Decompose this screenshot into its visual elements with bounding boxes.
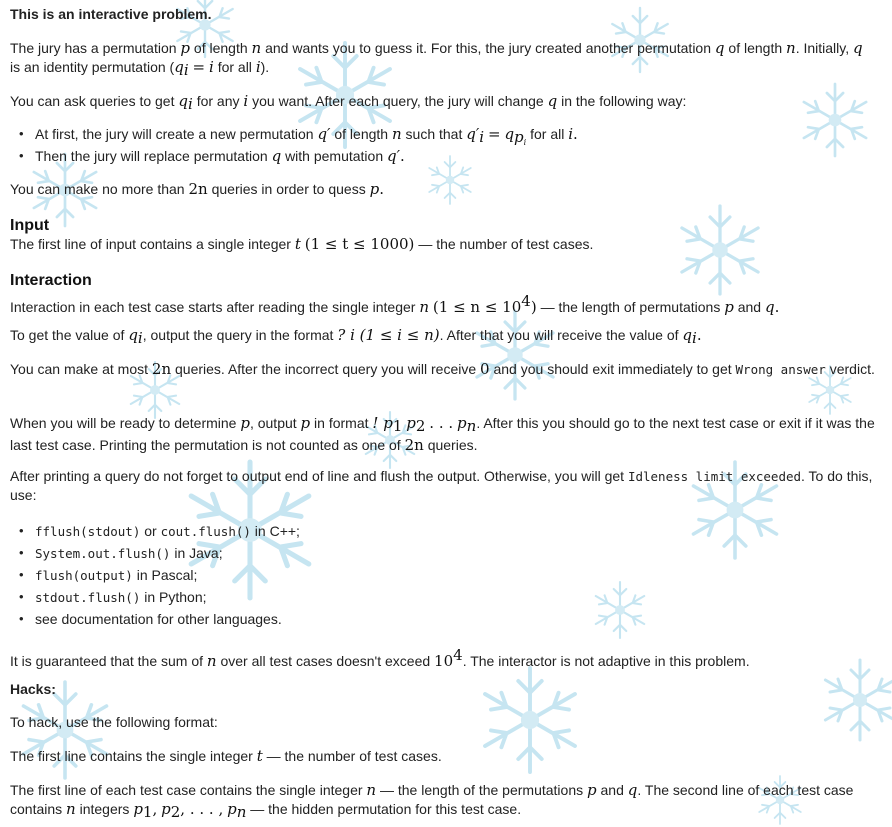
math-op: .: [774, 298, 780, 316]
verdict-code: Idleness limit exceeded: [627, 469, 802, 484]
paragraph-hacks-first-line: [10, 747, 876, 766]
math-op: ,: [152, 800, 158, 818]
rule-list: [10, 123, 870, 167]
text: and you should exit immediately to get: [493, 361, 732, 377]
math-var: q′: [317, 125, 331, 143]
math-var: n: [206, 652, 217, 670]
math-sup: 4: [521, 292, 531, 310]
math-sub: i: [188, 95, 193, 113]
text: The jury has a permutation: [10, 40, 177, 56]
math-sub: 2: [415, 417, 426, 435]
text: . The second line of each test case contains: [10, 782, 854, 817]
math-sub: i: [479, 128, 485, 146]
list-item: [10, 123, 870, 145]
text: At first, the jury will create a new permutation: [35, 126, 314, 142]
math-var: n: [66, 800, 76, 818]
text: in Python;: [144, 589, 207, 605]
math-sub: p: [514, 128, 524, 146]
text: over all test cases doesn't exceed: [220, 653, 431, 669]
math-var: n: [786, 39, 796, 57]
text: in the following way:: [561, 93, 687, 109]
math-expr: (1 ≤ n ≤ 10: [432, 298, 522, 316]
math-expr: 0: [480, 360, 490, 378]
text: — the number of test cases.: [418, 236, 594, 252]
math-var: q: [682, 326, 692, 344]
math-var: n: [419, 298, 430, 316]
code: cout.flush(): [160, 524, 251, 539]
math-sub: 2: [170, 803, 181, 821]
math-expr: (1 ≤ t ≤ 1000): [304, 235, 415, 253]
math-expr: 10: [434, 652, 454, 670]
code: stdout.flush(): [35, 590, 141, 605]
text: , output: [249, 415, 297, 431]
math-op: =: [192, 58, 206, 76]
text: After printing a query do not forget to output end of line and flush the output. Otherwise, you will get: [10, 468, 625, 484]
paragraph-guarantee: [10, 646, 876, 671]
math-sub: n: [466, 417, 477, 435]
math-var: i: [255, 58, 261, 76]
math-var: i: [208, 58, 214, 76]
section-title-input: Input: [10, 217, 50, 234]
math-sup: 4: [453, 646, 463, 664]
list-item: [10, 520, 870, 542]
text: The first line of each test case contains the single integer: [10, 782, 363, 798]
math-var: i: [243, 92, 249, 110]
text: in Pascal;: [136, 567, 198, 583]
math-var: q: [271, 147, 282, 165]
text: The first line of input contains a single integer: [10, 236, 291, 252]
text: in format: [314, 415, 369, 431]
text: The first line contains the single integer: [10, 748, 253, 764]
math-sub: 1: [142, 803, 153, 821]
text: You can make no more than: [10, 181, 185, 197]
math-sub: i: [137, 329, 143, 347]
math-var: p: [457, 414, 467, 432]
list-item: [10, 586, 870, 608]
math-var: p: [300, 414, 311, 432]
code: fflush(stdout): [35, 524, 141, 539]
text: . The interactor is not adaptive in this problem.: [462, 653, 750, 669]
text: in Java;: [174, 545, 223, 561]
paragraph-queries: [10, 92, 876, 114]
math-sub: [514, 128, 526, 146]
text: You can make at most: [10, 361, 149, 377]
text: or: [144, 523, 157, 539]
paragraph-max-queries: [10, 360, 876, 379]
math-expr: ): [530, 298, 537, 316]
math-var: i: [568, 125, 574, 143]
math-subsub: i: [523, 138, 527, 147]
text: ).: [260, 59, 270, 75]
text: integers: [79, 801, 130, 817]
math-var: q: [174, 58, 184, 76]
text: and wants you to guess it. For this, the jury created another permutation: [265, 40, 712, 56]
paragraph-hacks-intro: To hack, use the following format:: [10, 714, 218, 730]
math-var: p: [240, 414, 250, 432]
text: Interaction in each test case starts after reading the single integer: [10, 299, 416, 315]
math-var: q′: [387, 147, 401, 165]
math-var: n: [366, 781, 377, 799]
text: It is guaranteed that the sum of: [10, 653, 204, 669]
paragraph-hacks-test-case: [10, 781, 876, 822]
text: with pemutation: [285, 148, 384, 164]
paragraph-query-limit: [10, 180, 876, 199]
math-var: p: [587, 781, 597, 799]
paragraph-interaction-start: [10, 292, 876, 317]
math-op: =: [487, 125, 501, 143]
math-op: .: [696, 326, 702, 344]
text: of length: [728, 40, 783, 56]
math-var: p: [180, 39, 191, 57]
text: you want. After each query, the jury will change: [252, 93, 544, 109]
text: such that: [405, 126, 463, 142]
math-var: q: [764, 298, 775, 316]
math-var: p: [133, 800, 143, 818]
list-item: [10, 542, 870, 564]
text: and: [600, 782, 624, 798]
text: in C++;: [254, 523, 300, 539]
math-sub: i: [692, 329, 697, 347]
math-expr: ! p: [372, 414, 393, 432]
math-op: .: [379, 180, 384, 198]
math-var: p: [724, 298, 734, 316]
interactive-note: This is an interactive problem.: [10, 6, 212, 22]
text: . After this you should go to the next test case or exit if it was the last test case. Printing the permutation is not counted as one of: [10, 415, 875, 453]
text: see documentation for other languages.: [35, 611, 282, 627]
text: — the hidden permutation for this test case.: [250, 801, 522, 817]
math-op: , . . . ,: [180, 800, 224, 818]
math-sub: n: [236, 803, 247, 821]
math-var: n: [251, 39, 262, 57]
text: of length: [334, 126, 389, 142]
math-op: .: [573, 125, 578, 143]
math-var: t: [294, 235, 301, 253]
math-var: t: [256, 747, 263, 765]
text: . Initially,: [795, 40, 850, 56]
paragraph-query-format: [10, 326, 876, 348]
paragraph-answer-format: [10, 414, 876, 455]
math-var: p: [369, 180, 380, 198]
text: and: [737, 299, 762, 315]
math-expr: 2n: [404, 436, 424, 454]
text: , output the query in the format: [142, 327, 334, 343]
math-expr: 2n: [188, 180, 208, 198]
text: for all: [217, 59, 252, 75]
math-var: q: [128, 326, 138, 344]
text: . To do this, use:: [10, 468, 873, 503]
flush-methods-list: [10, 520, 870, 630]
math-var: n: [391, 125, 402, 143]
section-title-hacks: Hacks:: [10, 681, 56, 697]
math-var: p: [406, 414, 416, 432]
math-sub: 1: [392, 417, 403, 435]
list-item: [10, 145, 870, 167]
math-var: q: [627, 781, 638, 799]
text: You can ask queries to get: [10, 93, 175, 109]
code: flush(output): [35, 568, 133, 583]
text: is an identity permutation (: [10, 59, 175, 75]
text: Then the jury will replace permutation: [35, 148, 268, 164]
code: System.out.flush(): [35, 546, 171, 561]
math-expr: ? i (1 ≤ i ≤ n): [337, 326, 440, 344]
paragraph-input: [10, 235, 876, 254]
paragraph-flush-note: [10, 467, 876, 505]
text: — the length of permutations: [540, 299, 721, 315]
section-title-interaction: Interaction: [10, 272, 92, 289]
math-var: p: [227, 800, 237, 818]
text: queries.: [427, 437, 478, 453]
list-item: [10, 608, 870, 630]
math-sub: i: [183, 61, 189, 79]
math-var: q: [547, 92, 558, 110]
paragraph-permutation-intro: [10, 39, 876, 80]
math-var: q: [178, 92, 188, 110]
text: queries. After the incorrect query you will receive: [175, 361, 477, 377]
math-op: .: [400, 147, 405, 165]
text: To get the value of: [10, 327, 125, 343]
text: — the number of test cases.: [266, 748, 442, 764]
text: When you will be ready to determine: [10, 415, 237, 431]
math-op: . . .: [429, 414, 454, 432]
text: verdict.: [829, 361, 875, 377]
text: queries in order to quess: [211, 181, 366, 197]
text: for all: [530, 126, 565, 142]
text: . After that you will receive the value of: [439, 327, 679, 343]
list-item: [10, 564, 870, 586]
math-var: p: [161, 800, 171, 818]
math-expr: 2n: [151, 360, 172, 378]
math-var: q: [504, 125, 515, 143]
text: — the length of the permutations: [379, 782, 584, 798]
text: for any: [196, 93, 240, 109]
math-var: q: [714, 39, 725, 57]
text: of length: [193, 40, 248, 56]
math-var: q′: [466, 125, 480, 143]
math-var: q: [853, 39, 863, 57]
verdict-code: Wrong answer: [735, 362, 826, 377]
snowflake-icon: [477, 311, 553, 399]
